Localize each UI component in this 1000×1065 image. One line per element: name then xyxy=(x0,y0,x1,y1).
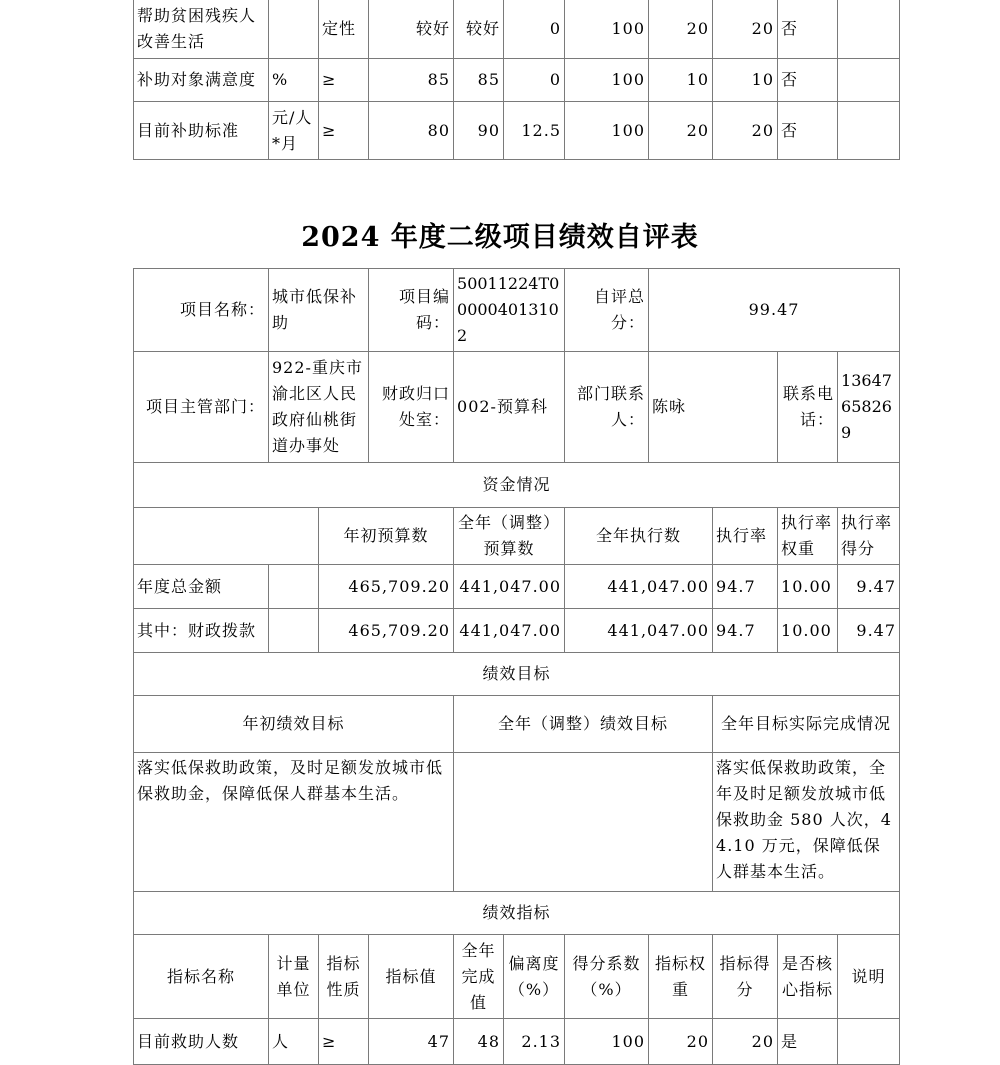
indicator-unit xyxy=(269,0,319,59)
goals-actual-text: 落实低保救助政策，全年及时足额发放城市低保救助金 580 人次，44.10 万元，保障低保人群基本生活。 xyxy=(713,753,900,892)
ind-header-core: 是否核心指标 xyxy=(778,935,838,1019)
funds-header-executed: 全年执行数 xyxy=(565,508,713,565)
indicator-nature: ≥ xyxy=(319,59,369,102)
indicator-name: 补助对象满意度 xyxy=(134,59,269,102)
funds-header-score: 执行率得分 xyxy=(838,508,900,565)
indicator-core: 否 xyxy=(778,0,838,59)
finance-office: 002-预算科 xyxy=(454,352,565,463)
indicator-name: 目前救助人数 xyxy=(134,1019,269,1065)
finance-label: 财政归口处室： xyxy=(369,352,454,463)
page-title: 2024 年度二级项目绩效自评表 xyxy=(301,222,699,253)
goals-initial-header: 年初绩效目标 xyxy=(134,696,454,753)
funds-initial: 465,709.20 xyxy=(319,609,454,653)
indicator-score: 20 xyxy=(713,0,778,59)
goals-adjusted-text xyxy=(454,753,713,892)
indicator-deviation: 0 xyxy=(504,59,565,102)
indicator-score: 10 xyxy=(713,59,778,102)
funds-score: 9.47 xyxy=(838,609,900,653)
ind-header-name: 指标名称 xyxy=(134,935,269,1019)
table-row xyxy=(134,102,900,160)
indicator-weight: 20 xyxy=(649,1019,713,1065)
funds-weight: 10.00 xyxy=(778,565,838,609)
dept-info-row xyxy=(134,352,900,463)
funds-row-label: 年度总金额 xyxy=(134,565,269,609)
table-row xyxy=(134,1019,900,1065)
indicator-nature: ≥ xyxy=(319,1019,369,1065)
funds-header-adjusted: 全年（调整）预算数 xyxy=(454,508,565,565)
ind-header-target: 指标值 xyxy=(369,935,454,1019)
dept-label: 项目主管部门： xyxy=(134,352,269,463)
indicator-weight: 20 xyxy=(649,0,713,59)
evaluation-table xyxy=(133,268,900,1065)
indicator-coef: 100 xyxy=(565,102,649,160)
project-name-label: 项目名称： xyxy=(134,269,269,352)
indicator-actual: 85 xyxy=(454,59,504,102)
indicator-weight: 10 xyxy=(649,59,713,102)
goals-actual-header: 全年目标实际完成情况 xyxy=(713,696,900,753)
score-label: 自评总分： xyxy=(565,269,649,352)
ind-header-weight: 指标权重 xyxy=(649,935,713,1019)
top-indicator-table xyxy=(133,0,900,160)
indicator-deviation: 0 xyxy=(504,0,565,59)
funds-row-blank xyxy=(269,565,319,609)
indicator-core: 否 xyxy=(778,59,838,102)
indicator-coef: 100 xyxy=(565,1019,649,1065)
indicators-section-header xyxy=(134,892,900,935)
indicator-actual: 48 xyxy=(454,1019,504,1065)
ind-header-score: 指标得分 xyxy=(713,935,778,1019)
funds-initial: 465,709.20 xyxy=(319,565,454,609)
goals-content-row xyxy=(134,753,900,892)
indicator-nature: ≥ xyxy=(319,102,369,160)
goals-section-title: 绩效目标 xyxy=(134,653,900,696)
indicator-core: 是 xyxy=(778,1019,838,1065)
indicators-section-title: 绩效指标 xyxy=(134,892,900,935)
indicator-actual: 90 xyxy=(454,102,504,160)
total-score: 99.47 xyxy=(649,269,900,352)
project-name: 城市低保补助 xyxy=(269,269,369,352)
goals-header-row xyxy=(134,696,900,753)
indicator-weight: 20 xyxy=(649,102,713,160)
indicator-note xyxy=(838,0,900,59)
project-code: 50011224T000004013102 xyxy=(454,269,565,352)
ind-header-nature: 指标性质 xyxy=(319,935,369,1019)
indicator-name: 帮助贫困残疾人改善生活 xyxy=(134,0,269,59)
indicator-target: 47 xyxy=(369,1019,454,1065)
funds-score: 9.47 xyxy=(838,565,900,609)
funds-header-row xyxy=(134,508,900,565)
table-row xyxy=(134,0,900,59)
indicator-target: 较好 xyxy=(369,0,454,59)
indicator-name: 目前补助标准 xyxy=(134,102,269,160)
contact-person: 陈咏 xyxy=(649,352,778,463)
funds-header-weight: 执行率权重 xyxy=(778,508,838,565)
indicator-note xyxy=(838,59,900,102)
ind-header-actual: 全年完成值 xyxy=(454,935,504,1019)
indicator-note xyxy=(838,102,900,160)
ind-header-unit: 计量单位 xyxy=(269,935,319,1019)
funds-adjusted: 441,047.00 xyxy=(454,565,565,609)
indicator-unit: % xyxy=(269,59,319,102)
funds-section-header xyxy=(134,463,900,508)
funds-section-title: 资金情况 xyxy=(134,463,900,508)
indicator-deviation: 2.13 xyxy=(504,1019,565,1065)
table-row xyxy=(134,59,900,102)
project-code-label: 项目编码： xyxy=(369,269,454,352)
contact-label: 部门联系人： xyxy=(565,352,649,463)
indicator-coef: 100 xyxy=(565,59,649,102)
indicator-deviation: 12.5 xyxy=(504,102,565,160)
indicator-target: 80 xyxy=(369,102,454,160)
funds-header-initial: 年初预算数 xyxy=(319,508,454,565)
funds-weight: 10.00 xyxy=(778,609,838,653)
indicator-actual: 较好 xyxy=(454,0,504,59)
indicator-score: 20 xyxy=(713,1019,778,1065)
indicator-nature: 定性 xyxy=(319,0,369,59)
funds-rate: 94.7 xyxy=(713,565,778,609)
indicators-header-row xyxy=(134,935,900,1019)
table-row xyxy=(134,609,900,653)
funds-executed: 441,047.00 xyxy=(565,609,713,653)
funds-header-blank xyxy=(134,508,319,565)
funds-rate: 94.7 xyxy=(713,609,778,653)
table-row xyxy=(134,565,900,609)
indicator-note xyxy=(838,1019,900,1065)
funds-row-label: 其中：财政拨款 xyxy=(134,609,269,653)
indicator-score: 20 xyxy=(713,102,778,160)
project-info-row xyxy=(134,269,900,352)
goals-initial-text: 落实低保救助政策，及时足额发放城市低保救助金，保障低保人群基本生活。 xyxy=(134,753,454,892)
indicator-unit: 人 xyxy=(269,1019,319,1065)
indicator-unit: 元/人*月 xyxy=(269,102,319,160)
funds-adjusted: 441,047.00 xyxy=(454,609,565,653)
ind-header-note: 说明 xyxy=(838,935,900,1019)
ind-header-deviation: 偏离度（%） xyxy=(504,935,565,1019)
dept: 922-重庆市渝北区人民政府仙桃街道办事处 xyxy=(269,352,369,463)
funds-executed: 441,047.00 xyxy=(565,565,713,609)
goals-adjusted-header: 全年（调整）绩效目标 xyxy=(454,696,713,753)
indicator-coef: 100 xyxy=(565,0,649,59)
goals-section-header xyxy=(134,653,900,696)
funds-row-blank xyxy=(269,609,319,653)
ind-header-coef: 得分系数（%） xyxy=(565,935,649,1019)
indicator-target: 85 xyxy=(369,59,454,102)
phone-label: 联系电话： xyxy=(778,352,838,463)
indicator-core: 否 xyxy=(778,102,838,160)
phone: 13647658269 xyxy=(838,352,900,463)
funds-header-rate: 执行率 xyxy=(713,508,778,565)
